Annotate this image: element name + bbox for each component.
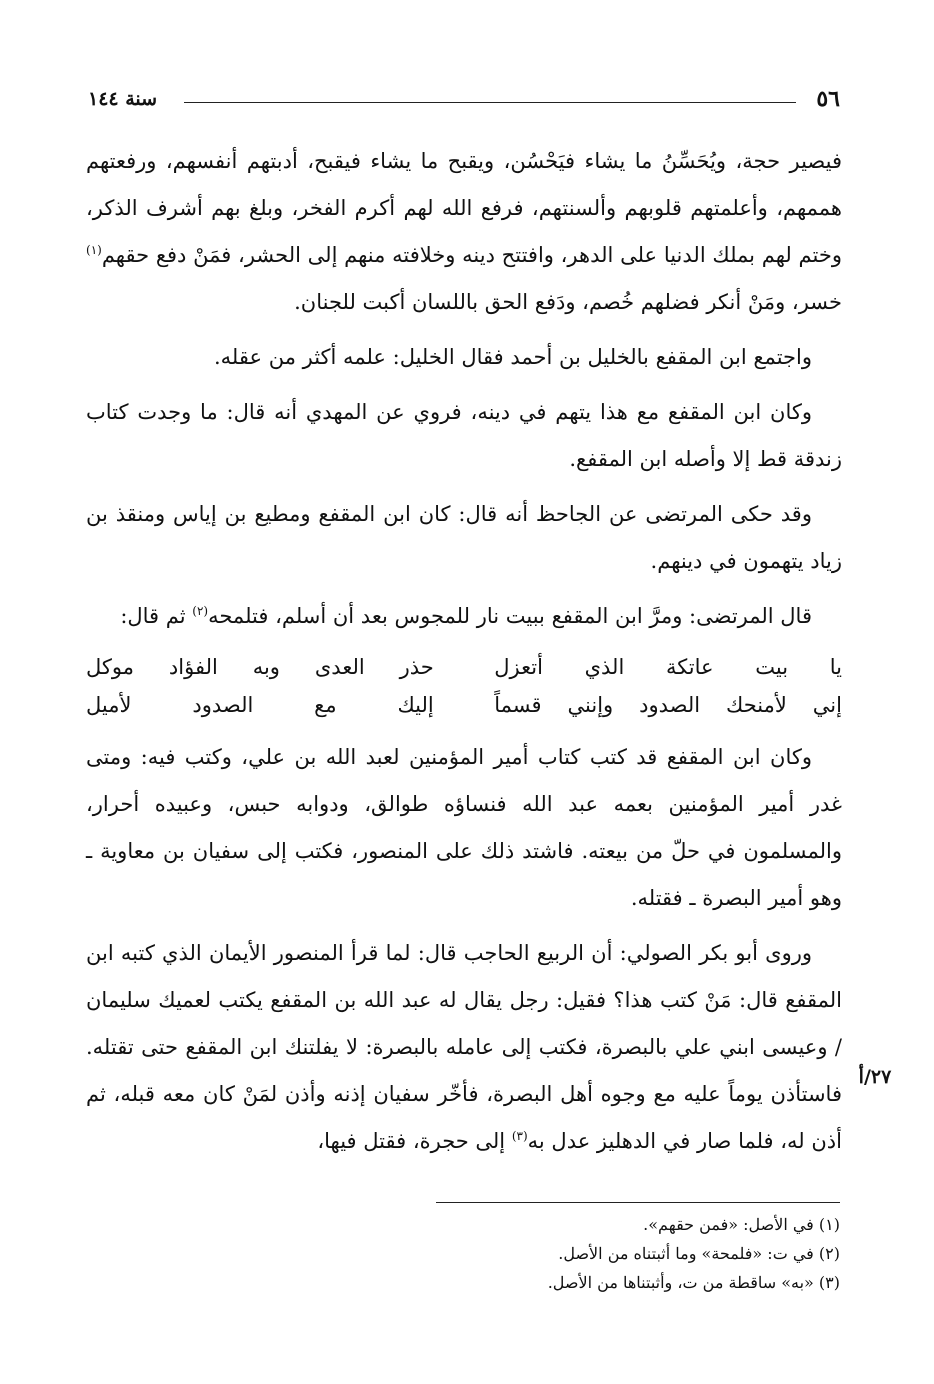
paragraph-3: وكان ابن المقفع مع هذا يتهم في دينه، فروي عن المهدي أنه قال: ما وجدت كتاب زندقة قط إلا وأصله ابن المقفع. bbox=[86, 400, 842, 471]
verse-2-second-hemistich: إليك مع الصدود لأميل bbox=[86, 693, 434, 717]
paragraph-7-text-b: إلى حجرة، فقتل فيها، bbox=[317, 1129, 512, 1153]
footnote-separator bbox=[436, 1202, 840, 1203]
paragraph-5-text-a: قال المرتضى: ومرَّ ابن المقفع ببيت نار للمجوس بعد أن أسلم، فتلمحه bbox=[208, 604, 812, 628]
paragraph-5 bbox=[86, 593, 842, 640]
paragraph-1-text-a: فيصير حجة، ويُحَسِّنُ ما يشاء فيَحْسُن، ويقبح ما يشاء فيقبح، أدبتهم أنفسهم، ورفعتهم هممهم، وأعلمتهم قلوبهم وألسنتهم، فرفع الله لهم أكرم الفخر، وبلغ بهم أشرف الذكر، وختم لهم بملك الدنيا على الدهر، وافتتح دينه وخلافته منهم إلى الحشر، فمَنْ دفع حقهم bbox=[86, 149, 842, 267]
verse-2-first-hemistich: إني لأمنحك الصدود وإنني قسماً bbox=[494, 693, 842, 717]
main-text bbox=[86, 138, 842, 1173]
footnote-ref-1: (١) bbox=[86, 243, 102, 257]
running-head: سنة ١٤٤ bbox=[88, 88, 158, 110]
paragraph-6: وكان ابن المقفع قد كتب كتاب أمير المؤمنين لعبد الله بن علي، وكتب فيه: ومتى غدر أمير المؤمنين بعمه عبد الله فنساؤه طوالق، ودوابه حبس، وعبيده أحرار، والمسلمون في حلّ من بيعته. فاشتد ذلك على المنصور، فكتب إلى سفيان بن معاوية ـ وهو أمير البصرة ـ فقتله. bbox=[86, 745, 842, 910]
footnote-ref-2: (٢) bbox=[192, 604, 209, 618]
paragraph-7-text-a: وروى أبو بكر الصولي: أن الربيع الحاجب قال: لما قرأ المنصور الأيمان الذي كتبه ابن المقفع قال: مَنْ كتب هذا؟ فقيل: رجل يقال له عبد الله بن المقفع يكتب لعميك سليمان / وعيسى ابني علي بالبصرة، فكتب إلى عامله بالبصرة: لا يفلتنك ابن المقفع حتى تقتله. فاستأذن يوماً عليه مع وجوه أهل البصرة، فأخّر سفيان إذنه وأذن لمَنْ كان معه قبله، ثم أذن له، فلما صار في الدهليز عدل به bbox=[86, 941, 842, 1153]
footnote-ref-3: (٣) bbox=[511, 1129, 528, 1143]
paragraph-1 bbox=[86, 138, 842, 326]
manuscript-folio-marker: ٢٧/أ bbox=[858, 1066, 892, 1088]
footnotes bbox=[300, 1210, 840, 1297]
poem bbox=[86, 648, 842, 724]
verse-1-second-hemistich: حذر العدى وبه الفؤاد موكل bbox=[86, 655, 434, 679]
page-header bbox=[88, 86, 840, 116]
paragraph-4: وقد حكى المرتضى عن الجاحظ أنه قال: كان ابن المقفع ومطيع بن إياس ومنقذ بن زياد يتهمون في دينهم. bbox=[86, 502, 842, 573]
page-number: ٥٦ bbox=[816, 86, 840, 112]
footnote-1: (١) في الأصل: «فمن حقهم». bbox=[643, 1215, 840, 1234]
header-rule bbox=[184, 102, 796, 103]
poem-verse-2 bbox=[86, 686, 842, 724]
paragraph-2: واجتمع ابن المقفع بالخليل بن أحمد فقال الخليل: علمه أكثر من عقله. bbox=[214, 345, 812, 369]
paragraph-1-text-b: خسر، ومَنْ أنكر فضلهم خُصم، ودَفع الحق باللسان أكبت للجنان. bbox=[294, 290, 842, 314]
verse-1-first-hemistich: يا بيت عاتكة الذي أتعزل bbox=[494, 655, 842, 679]
poem-verse-1 bbox=[86, 648, 842, 686]
footnote-3: (٣) «به» ساقطة من ت، وأثبتناها من الأصل. bbox=[547, 1273, 840, 1292]
footnote-2: (٢) في ت: «فلمحة» وما أثبتناه من الأصل. bbox=[558, 1244, 840, 1263]
paragraph-5-text-b: ثم قال: bbox=[120, 604, 193, 628]
paragraph-7 bbox=[86, 930, 842, 1165]
